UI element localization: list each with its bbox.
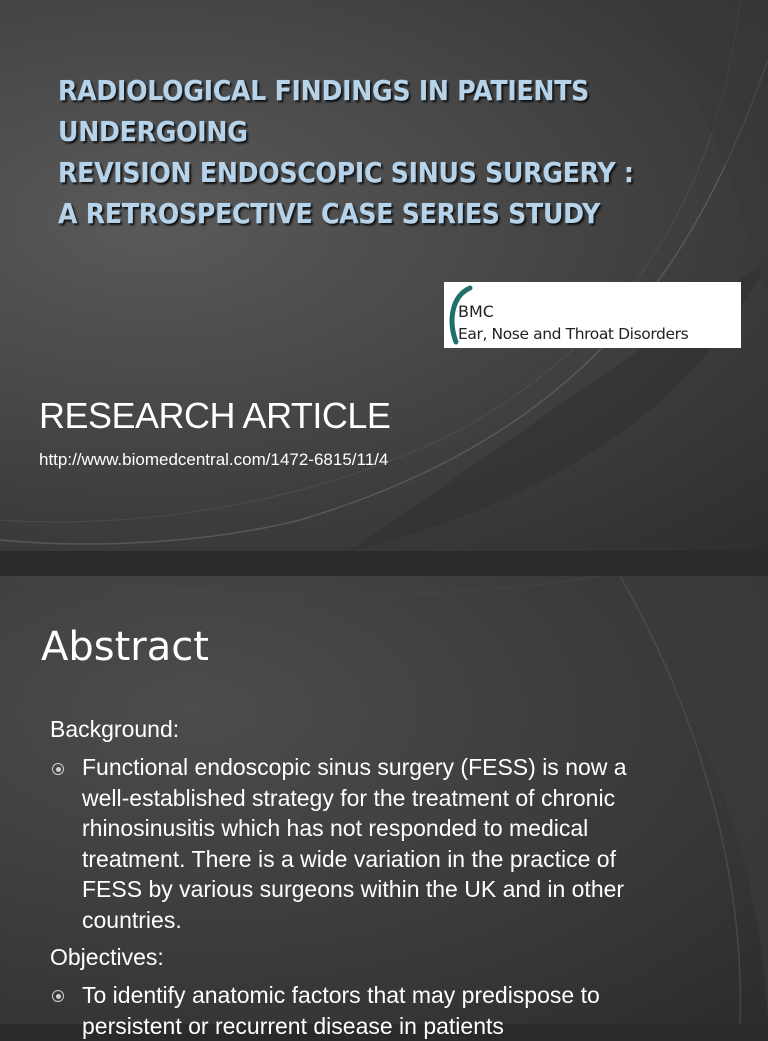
objectives-heading: Objectives: bbox=[50, 944, 164, 970]
background-heading: Background: bbox=[50, 716, 180, 742]
abstract-heading: Abstract bbox=[41, 624, 209, 670]
title-line: A RETROSPECTIVE CASE SERIES STUDY bbox=[58, 197, 600, 230]
logo-text-journal: Ear, Nose and Throat Disorders bbox=[458, 325, 689, 343]
objectives-text: To identify anatomic factors that may predispose to persistent or recurrent disease in patients bbox=[82, 982, 600, 1039]
slide-title bbox=[58, 70, 670, 234]
logo-text-bmc: BMC bbox=[458, 302, 494, 321]
title-line: UNDERGOING bbox=[58, 115, 248, 148]
title-line: REVISION ENDOSCOPIC SINUS SURGERY : bbox=[58, 156, 634, 189]
slide-gap bbox=[0, 551, 768, 576]
abstract-slide bbox=[0, 576, 768, 1039]
bmc-logo bbox=[444, 282, 741, 348]
article-url[interactable]: http://www.biomedcentral.com/1472-6815/11/4 bbox=[39, 450, 389, 469]
background-text: Functional endoscopic sinus surgery (FESS) is now a well-established strategy for the treatment of chronic rhinosinusitis which has not responded to medical treatment. There is a wide variation in the practice of FESS by various surgeons within the UK and in other countries. bbox=[82, 754, 627, 933]
bullet-icon bbox=[52, 990, 64, 1002]
article-type: RESEARCH ARTICLE bbox=[39, 395, 391, 436]
bullet-icon bbox=[52, 763, 64, 775]
title-line: RADIOLOGICAL FINDINGS IN PATIENTS bbox=[58, 74, 590, 107]
